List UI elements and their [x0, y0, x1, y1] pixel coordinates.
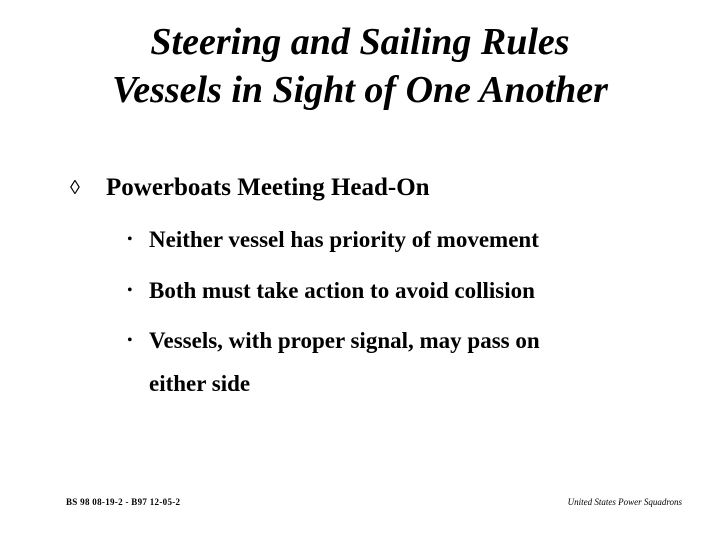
main-bullet-text: Powerboats Meeting Head-On	[106, 174, 430, 201]
bullet-dot-icon: •	[127, 231, 133, 248]
sub-bullet-text: Both must take action to avoid collision	[149, 278, 535, 303]
slide-title-line-1: Steering and Sailing Rules	[150, 21, 570, 63]
sub-bullet-3	[127, 325, 540, 357]
main-bullet	[70, 170, 430, 206]
bullet-dot-icon: •	[127, 332, 133, 349]
footer-organization: United States Power Squadrons	[567, 497, 682, 507]
slide-title-line-2: Vessels in Sight of One Another	[112, 69, 608, 111]
bullet-dot-icon: •	[127, 282, 133, 299]
diamond-outline-icon: ◊	[70, 177, 80, 199]
sub-bullet-text: Vessels, with proper signal, may pass on	[149, 328, 540, 353]
sub-bullet-1	[127, 224, 539, 256]
footer-course-code: BS 98 08-19-2 - B97 12-05-2	[66, 497, 181, 507]
sub-bullet-3-continuation: either side	[149, 371, 251, 396]
sub-bullet-text: Neither vessel has priority of movement	[149, 227, 539, 252]
sub-bullet-2	[127, 275, 535, 307]
